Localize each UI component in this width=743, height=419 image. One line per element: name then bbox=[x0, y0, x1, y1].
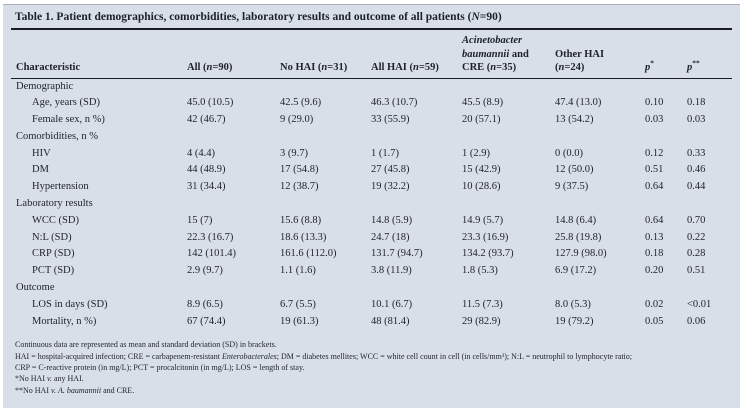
value-cell: 14.8 (5.9) bbox=[371, 214, 413, 226]
section-label: Demographic bbox=[16, 80, 74, 92]
section-row bbox=[11, 78, 732, 95]
data-row bbox=[11, 95, 732, 112]
footnote-line2-italic: Enterobacterales bbox=[221, 351, 277, 361]
footnote-abbreviations-2 bbox=[15, 362, 732, 373]
value-cell: 0.44 bbox=[687, 181, 706, 193]
value-cell: 42.5 (9.6) bbox=[280, 97, 322, 109]
value-cell: 9 (29.0) bbox=[280, 114, 314, 126]
data-row bbox=[11, 213, 732, 230]
table-body bbox=[11, 78, 732, 330]
col-other-hai-line2 bbox=[555, 61, 645, 75]
col-other-hai-pre: ( bbox=[555, 62, 559, 73]
value-cell: 0.64 bbox=[645, 181, 664, 193]
value-cell: 0.10 bbox=[645, 97, 664, 109]
value-cell: 1.8 (5.3) bbox=[462, 265, 498, 277]
col-all-n: n bbox=[206, 62, 213, 73]
value-cell: 23.3 (16.9) bbox=[462, 231, 509, 243]
col-no-hai-post: =31) bbox=[327, 62, 348, 73]
value-cell: 0.70 bbox=[687, 214, 706, 226]
value-cell: 27 (45.8) bbox=[371, 164, 410, 176]
col-p-dstar-sup: ** bbox=[692, 58, 700, 68]
table-title-text: Table 1. Patient demographics, comorbidities, laboratory results and outcome of all patients ( bbox=[15, 11, 472, 23]
footnote-line4-italic: v. bbox=[47, 374, 52, 384]
col-other-hai-post: =24) bbox=[564, 62, 585, 73]
section-label: Comorbidities, n % bbox=[16, 130, 98, 142]
col-ab-cre-n: n bbox=[490, 62, 497, 73]
value-cell: 15 (7) bbox=[187, 214, 213, 226]
col-ab-cre-and: and bbox=[509, 48, 529, 60]
value-cell: 11.5 (7.3) bbox=[462, 298, 503, 310]
value-cell: 15 (42.9) bbox=[462, 164, 501, 176]
value-cell: 19 (61.3) bbox=[280, 315, 319, 327]
footnote-line2-pre: HAI = hospital-acquired infection; CRE = carbapenem-resistant bbox=[15, 351, 222, 361]
col-other-hai bbox=[555, 30, 645, 78]
value-cell: 0.18 bbox=[645, 248, 664, 260]
data-row bbox=[11, 112, 732, 129]
col-p-star-p: p bbox=[645, 62, 651, 73]
value-cell: 0.33 bbox=[687, 147, 706, 159]
value-cell: 127.9 (98.0) bbox=[555, 248, 607, 260]
value-cell: 13 (54.2) bbox=[555, 114, 594, 126]
data-row bbox=[11, 314, 732, 331]
col-other-hai-label: Other HAI bbox=[555, 48, 605, 60]
value-cell: 3 (9.7) bbox=[280, 147, 308, 159]
data-row bbox=[11, 246, 732, 263]
row-label: Hypertension bbox=[32, 181, 89, 193]
col-all bbox=[187, 30, 280, 78]
value-cell: <0.01 bbox=[687, 298, 712, 310]
value-cell: 0 (0.0) bbox=[555, 147, 583, 159]
section-label: Laboratory results bbox=[16, 198, 93, 210]
col-other-hai-n: n bbox=[558, 62, 565, 73]
value-cell: 20 (57.1) bbox=[462, 114, 501, 126]
col-ab-cre-line3 bbox=[462, 61, 555, 75]
col-ab-cre-line2 bbox=[462, 48, 555, 62]
footnotes bbox=[11, 339, 732, 395]
value-cell: 22.3 (16.7) bbox=[187, 231, 234, 243]
row-label: N:L (SD) bbox=[32, 231, 72, 243]
footnote-line5-pre: **No HAI bbox=[15, 385, 51, 395]
footnote-continuous-data bbox=[15, 339, 732, 350]
data-row bbox=[11, 146, 732, 163]
col-all-hai-n: n bbox=[413, 62, 419, 73]
value-cell: 134.2 (93.7) bbox=[462, 248, 514, 260]
footnote-line4-pre: *No HAI bbox=[15, 374, 47, 384]
value-cell: 44 (48.9) bbox=[187, 164, 226, 176]
value-cell: 47.4 (13.0) bbox=[555, 97, 602, 109]
value-cell: 45.0 (10.5) bbox=[187, 97, 234, 109]
col-p-star-sup: * bbox=[650, 58, 654, 68]
footnote-line5-post: and CRE. bbox=[101, 385, 135, 395]
value-cell: 14.9 (5.7) bbox=[462, 214, 504, 226]
value-cell: 15.6 (8.8) bbox=[280, 214, 322, 226]
col-p-dstar bbox=[687, 30, 732, 78]
value-cell: 48 (81.4) bbox=[371, 315, 410, 327]
value-cell: 1.1 (1.6) bbox=[280, 265, 316, 277]
value-cell: 0.51 bbox=[687, 265, 706, 277]
section-row bbox=[11, 129, 732, 146]
section-row bbox=[11, 280, 732, 297]
value-cell: 2.9 (9.7) bbox=[187, 265, 223, 277]
col-no-hai bbox=[280, 30, 371, 78]
footnote-abbreviations-1 bbox=[15, 351, 732, 362]
value-cell: 0.51 bbox=[645, 164, 664, 176]
col-characteristic bbox=[11, 30, 187, 78]
col-all-hai-pre: All HAI ( bbox=[371, 62, 413, 73]
value-cell: 0.18 bbox=[687, 97, 706, 109]
value-cell: 0.05 bbox=[645, 315, 664, 327]
value-cell: 24.7 (18) bbox=[371, 231, 410, 243]
value-cell: 0.02 bbox=[645, 298, 664, 310]
col-all-post: =90) bbox=[212, 62, 233, 73]
footnote-line3-text: CRP = C-reactive protein (in mg/L); PCT = procalcitonin (in mg/L); LOS = length of stay. bbox=[15, 363, 305, 373]
value-cell: 0.22 bbox=[687, 231, 706, 243]
table-header bbox=[11, 30, 732, 78]
value-cell: 46.3 (10.7) bbox=[371, 97, 418, 109]
footnote-pstar bbox=[15, 373, 732, 384]
col-all-pre: All ( bbox=[187, 62, 207, 73]
row-label: LOS in days (SD) bbox=[32, 298, 108, 310]
col-ab-cre-line1 bbox=[462, 34, 555, 48]
data-row bbox=[11, 263, 732, 280]
value-cell: 14.8 (6.4) bbox=[555, 214, 597, 226]
value-cell: 19 (32.2) bbox=[371, 181, 410, 193]
value-cell: 6.7 (5.5) bbox=[280, 298, 316, 310]
value-cell: 29 (82.9) bbox=[462, 315, 501, 327]
col-ab-cre-species: baumannii bbox=[462, 48, 510, 60]
col-no-hai-pre: No HAI ( bbox=[280, 62, 322, 73]
value-cell: 161.6 (112.0) bbox=[280, 248, 337, 260]
value-cell: 33 (55.9) bbox=[371, 114, 410, 126]
col-p-star bbox=[645, 30, 687, 78]
data-row bbox=[11, 297, 732, 314]
footnote-pdstar bbox=[15, 385, 732, 396]
patient-table bbox=[11, 30, 732, 330]
section-row bbox=[11, 196, 732, 213]
data-row bbox=[11, 179, 732, 196]
row-label: Mortality, n %) bbox=[32, 315, 97, 327]
col-other-hai-line1 bbox=[555, 48, 645, 62]
value-cell: 67 (74.4) bbox=[187, 315, 226, 327]
value-cell: 0.06 bbox=[687, 315, 706, 327]
col-no-hai-n: n bbox=[321, 62, 328, 73]
value-cell: 0.13 bbox=[645, 231, 664, 243]
value-cell: 0.03 bbox=[687, 114, 706, 126]
value-cell: 1 (2.9) bbox=[462, 147, 490, 159]
col-all-hai bbox=[371, 30, 462, 78]
footnote-line4-post: any HAI. bbox=[51, 374, 84, 384]
footnote-line5-italic-ab: A. baumannii bbox=[57, 385, 102, 395]
value-cell: 3.8 (11.9) bbox=[371, 265, 412, 277]
value-cell: 17 (54.8) bbox=[280, 164, 319, 176]
data-row bbox=[11, 162, 732, 179]
footnote-line1-text: Continuous data are represented as mean and standard deviation (SD) in brackets. bbox=[15, 340, 277, 350]
table-title-n: N bbox=[471, 11, 480, 23]
col-ab-cre-pre: CRE ( bbox=[462, 62, 491, 73]
row-label: CRP (SD) bbox=[32, 248, 75, 260]
col-ab-cre-post: =35) bbox=[496, 62, 517, 73]
row-label: WCC (SD) bbox=[32, 214, 79, 226]
row-label: Female sex, n %) bbox=[32, 114, 105, 126]
value-cell: 0.46 bbox=[687, 164, 706, 176]
table-title bbox=[11, 5, 732, 30]
value-cell: 6.9 (17.2) bbox=[555, 265, 597, 277]
value-cell: 18.6 (13.3) bbox=[280, 231, 327, 243]
value-cell: 45.5 (8.9) bbox=[462, 97, 504, 109]
value-cell: 10.1 (6.7) bbox=[371, 298, 413, 310]
value-cell: 25.8 (19.8) bbox=[555, 231, 602, 243]
value-cell: 0.64 bbox=[645, 214, 664, 226]
value-cell: 42 (46.7) bbox=[187, 114, 226, 126]
col-p-dstar-p: p bbox=[687, 62, 693, 73]
col-ab-cre-genus: Acinetobacter bbox=[462, 35, 523, 46]
value-cell: 31 (34.4) bbox=[187, 181, 226, 193]
value-cell: 0.12 bbox=[645, 147, 664, 159]
footnote-line5-italic-v: v. bbox=[51, 385, 56, 395]
value-cell: 4 (4.4) bbox=[187, 147, 215, 159]
value-cell: 10 (28.6) bbox=[462, 181, 501, 193]
value-cell: 142 (101.4) bbox=[187, 248, 236, 260]
row-label: HIV bbox=[32, 147, 51, 159]
value-cell: 12 (50.0) bbox=[555, 164, 594, 176]
row-label: PCT (SD) bbox=[32, 265, 75, 277]
col-all-hai-post: =59) bbox=[418, 62, 439, 73]
footnote-line2-post: ; DM = diabetes mellites; WCC = white cell count in cell (in cells/mm³); N:L = neutrophil to lymphocyte ratio; bbox=[276, 351, 632, 361]
row-label: DM bbox=[32, 164, 49, 176]
value-cell: 12 (38.7) bbox=[280, 181, 319, 193]
value-cell: 19 (79.2) bbox=[555, 315, 594, 327]
col-ab-cre bbox=[462, 30, 555, 78]
table1-panel bbox=[3, 4, 740, 408]
value-cell: 8.9 (6.5) bbox=[187, 298, 223, 310]
section-label: Outcome bbox=[16, 282, 55, 294]
value-cell: 0.03 bbox=[645, 114, 664, 126]
value-cell: 8.0 (5.3) bbox=[555, 298, 591, 310]
value-cell: 0.28 bbox=[687, 248, 706, 260]
value-cell: 0.20 bbox=[645, 265, 664, 277]
col-characteristic-label: Characteristic bbox=[16, 62, 81, 73]
row-label: Age, years (SD) bbox=[32, 97, 100, 109]
value-cell: 131.7 (94.7) bbox=[371, 248, 423, 260]
value-cell: 1 (1.7) bbox=[371, 147, 399, 159]
data-row bbox=[11, 230, 732, 247]
value-cell: 9 (37.5) bbox=[555, 181, 589, 193]
table-title-suffix: =90) bbox=[479, 11, 502, 23]
